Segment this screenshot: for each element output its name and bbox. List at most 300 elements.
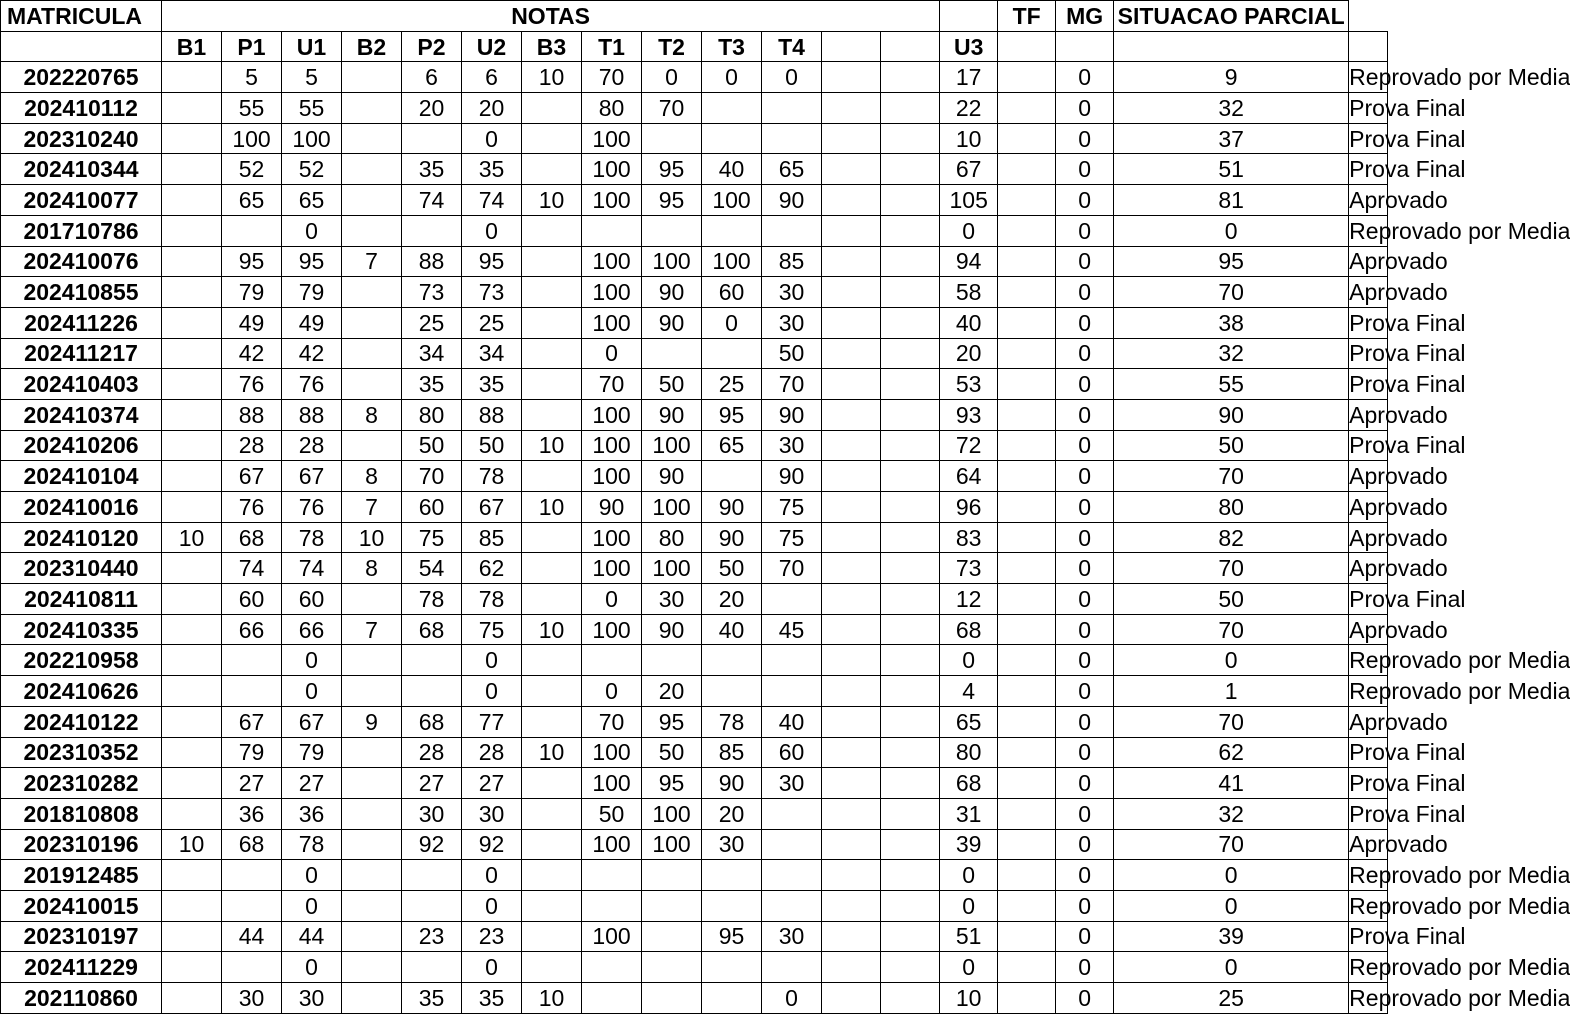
situacao-cell[interactable]: Prova Final [1349, 369, 1388, 400]
grade-cell[interactable]: 0 [282, 676, 342, 707]
situacao-cell[interactable]: Reprovado por Media [1349, 860, 1388, 891]
grade-cell[interactable] [881, 645, 940, 676]
grade-cell[interactable]: 30 [762, 921, 822, 952]
grade-cell[interactable]: 65 [762, 154, 822, 185]
subheader-cell[interactable]: B3 [522, 31, 582, 62]
empty-cell[interactable] [998, 645, 1056, 676]
grade-cell[interactable]: 100 [642, 553, 702, 584]
grade-cell[interactable]: 0 [762, 62, 822, 93]
tf-cell[interactable]: 0 [1056, 430, 1114, 461]
situacao-cell[interactable]: Prova Final [1349, 798, 1388, 829]
grade-cell[interactable]: 100 [582, 829, 642, 860]
grade-cell[interactable]: 9 [342, 706, 402, 737]
grade-cell[interactable] [881, 890, 940, 921]
tf-cell[interactable]: 0 [1056, 829, 1114, 860]
matricula-cell[interactable]: 202410206 [1, 430, 162, 461]
grade-cell[interactable]: 28 [222, 430, 282, 461]
grade-cell[interactable] [642, 645, 702, 676]
grade-cell[interactable]: 100 [582, 154, 642, 185]
grade-cell[interactable] [881, 246, 940, 277]
subheader-blank[interactable] [998, 31, 1056, 62]
grade-cell[interactable]: 66 [282, 614, 342, 645]
matricula-cell[interactable]: 202220765 [1, 62, 162, 93]
grade-cell[interactable] [702, 952, 762, 983]
grade-cell[interactable] [822, 154, 881, 185]
mg-cell[interactable]: 37 [1114, 123, 1349, 154]
grade-cell[interactable] [162, 154, 222, 185]
grade-cell[interactable] [881, 798, 940, 829]
grade-cell[interactable] [162, 307, 222, 338]
grade-cell[interactable]: 65 [940, 706, 998, 737]
grade-cell[interactable]: 45 [762, 614, 822, 645]
grade-cell[interactable]: 67 [462, 492, 522, 523]
grade-cell[interactable]: 0 [762, 983, 822, 1014]
grade-cell[interactable]: 100 [582, 246, 642, 277]
grade-cell[interactable]: 66 [222, 614, 282, 645]
mg-cell[interactable]: 70 [1114, 553, 1349, 584]
empty-cell[interactable] [998, 829, 1056, 860]
grade-cell[interactable]: 5 [222, 62, 282, 93]
grade-cell[interactable] [822, 93, 881, 124]
grade-cell[interactable] [881, 921, 940, 952]
grade-cell[interactable]: 28 [282, 430, 342, 461]
grade-cell[interactable] [881, 522, 940, 553]
mg-cell[interactable]: 90 [1114, 399, 1349, 430]
grade-cell[interactable]: 40 [702, 154, 762, 185]
grade-cell[interactable]: 40 [702, 614, 762, 645]
grade-cell[interactable]: 60 [702, 277, 762, 308]
mg-cell[interactable]: 51 [1114, 154, 1349, 185]
grade-cell[interactable]: 67 [282, 461, 342, 492]
mg-cell[interactable]: 70 [1114, 277, 1349, 308]
grade-cell[interactable] [522, 860, 582, 891]
grade-cell[interactable] [342, 185, 402, 216]
grade-cell[interactable]: 35 [402, 154, 462, 185]
grade-cell[interactable] [822, 338, 881, 369]
grade-cell[interactable]: 55 [282, 93, 342, 124]
grade-cell[interactable]: 88 [222, 399, 282, 430]
mg-cell[interactable]: 0 [1114, 952, 1349, 983]
grade-cell[interactable] [522, 246, 582, 277]
grade-cell[interactable]: 90 [702, 522, 762, 553]
grade-cell[interactable]: 5 [282, 62, 342, 93]
grade-cell[interactable]: 42 [222, 338, 282, 369]
empty-cell[interactable] [998, 338, 1056, 369]
tf-cell[interactable]: 0 [1056, 645, 1114, 676]
grade-cell[interactable] [402, 952, 462, 983]
grade-cell[interactable]: 80 [402, 399, 462, 430]
grade-cell[interactable]: 0 [462, 952, 522, 983]
tf-cell[interactable]: 0 [1056, 399, 1114, 430]
grade-cell[interactable]: 95 [642, 185, 702, 216]
grade-cell[interactable] [702, 890, 762, 921]
grade-cell[interactable]: 70 [582, 62, 642, 93]
grade-cell[interactable]: 0 [282, 645, 342, 676]
tf-cell[interactable]: 0 [1056, 983, 1114, 1014]
grade-cell[interactable] [702, 676, 762, 707]
mg-cell[interactable]: 0 [1114, 215, 1349, 246]
tf-cell[interactable]: 0 [1056, 522, 1114, 553]
grade-cell[interactable] [881, 706, 940, 737]
grade-cell[interactable] [162, 737, 222, 768]
grade-cell[interactable]: 73 [402, 277, 462, 308]
grade-cell[interactable]: 62 [462, 553, 522, 584]
grade-cell[interactable] [522, 277, 582, 308]
grade-cell[interactable] [881, 369, 940, 400]
grade-cell[interactable] [342, 768, 402, 799]
grade-cell[interactable]: 76 [222, 369, 282, 400]
matricula-cell[interactable]: 202410104 [1, 461, 162, 492]
tf-cell[interactable]: 0 [1056, 676, 1114, 707]
situacao-cell[interactable]: Prova Final [1349, 768, 1388, 799]
mg-cell[interactable]: 81 [1114, 185, 1349, 216]
empty-cell[interactable] [998, 277, 1056, 308]
grade-cell[interactable]: 35 [402, 983, 462, 1014]
grade-cell[interactable] [881, 430, 940, 461]
grade-cell[interactable] [822, 829, 881, 860]
situacao-cell[interactable]: Aprovado [1349, 399, 1388, 430]
empty-cell[interactable] [998, 860, 1056, 891]
grade-cell[interactable] [881, 185, 940, 216]
grade-cell[interactable] [881, 154, 940, 185]
situacao-cell[interactable]: Aprovado [1349, 522, 1388, 553]
grade-cell[interactable] [822, 215, 881, 246]
grade-cell[interactable] [522, 215, 582, 246]
grade-cell[interactable] [162, 399, 222, 430]
grade-cell[interactable]: 10 [522, 737, 582, 768]
subheader-cell[interactable]: T2 [642, 31, 702, 62]
grade-cell[interactable]: 76 [222, 492, 282, 523]
header-empty[interactable] [940, 1, 998, 32]
grade-cell[interactable] [162, 215, 222, 246]
matricula-cell[interactable]: 202410076 [1, 246, 162, 277]
grade-cell[interactable]: 0 [940, 952, 998, 983]
grade-cell[interactable] [822, 123, 881, 154]
grade-cell[interactable]: 100 [702, 185, 762, 216]
grade-cell[interactable] [522, 890, 582, 921]
mg-cell[interactable]: 70 [1114, 829, 1349, 860]
mg-cell[interactable]: 70 [1114, 614, 1349, 645]
grade-cell[interactable]: 20 [702, 798, 762, 829]
grade-cell[interactable]: 25 [462, 307, 522, 338]
grade-cell[interactable] [162, 952, 222, 983]
grade-cell[interactable]: 100 [582, 553, 642, 584]
grade-cell[interactable]: 23 [402, 921, 462, 952]
grade-cell[interactable]: 95 [702, 921, 762, 952]
grade-cell[interactable]: 0 [462, 676, 522, 707]
grade-cell[interactable]: 35 [462, 369, 522, 400]
empty-cell[interactable] [998, 215, 1056, 246]
situacao-cell[interactable]: Prova Final [1349, 338, 1388, 369]
grade-cell[interactable]: 0 [582, 676, 642, 707]
mg-cell[interactable]: 95 [1114, 246, 1349, 277]
grade-cell[interactable] [822, 461, 881, 492]
grade-cell[interactable]: 78 [282, 829, 342, 860]
grade-cell[interactable]: 49 [222, 307, 282, 338]
grade-cell[interactable]: 100 [582, 399, 642, 430]
grade-cell[interactable]: 85 [762, 246, 822, 277]
situacao-cell[interactable]: Reprovado por Media [1349, 645, 1388, 676]
grade-cell[interactable]: 58 [940, 277, 998, 308]
grade-cell[interactable] [762, 93, 822, 124]
grade-cell[interactable]: 35 [402, 369, 462, 400]
grade-cell[interactable] [822, 645, 881, 676]
subheader-cell[interactable] [822, 31, 881, 62]
grade-cell[interactable]: 20 [940, 338, 998, 369]
empty-cell[interactable] [998, 399, 1056, 430]
grade-cell[interactable] [582, 645, 642, 676]
grade-cell[interactable] [162, 492, 222, 523]
empty-cell[interactable] [998, 307, 1056, 338]
grade-cell[interactable]: 105 [940, 185, 998, 216]
grade-cell[interactable]: 68 [402, 706, 462, 737]
grade-cell[interactable] [342, 307, 402, 338]
grade-cell[interactable] [342, 369, 402, 400]
grade-cell[interactable] [342, 829, 402, 860]
grade-cell[interactable]: 75 [762, 492, 822, 523]
grade-cell[interactable] [881, 768, 940, 799]
empty-cell[interactable] [998, 614, 1056, 645]
grade-cell[interactable] [342, 93, 402, 124]
grade-cell[interactable]: 10 [162, 829, 222, 860]
grade-cell[interactable] [702, 215, 762, 246]
grade-cell[interactable]: 88 [402, 246, 462, 277]
empty-cell[interactable] [998, 983, 1056, 1014]
subheader-cell[interactable]: U1 [282, 31, 342, 62]
grade-cell[interactable] [342, 584, 402, 615]
grade-cell[interactable]: 35 [462, 154, 522, 185]
mg-cell[interactable]: 0 [1114, 860, 1349, 891]
grade-cell[interactable] [522, 399, 582, 430]
grade-cell[interactable]: 78 [702, 706, 762, 737]
grade-cell[interactable]: 83 [940, 522, 998, 553]
matricula-cell[interactable]: 202410344 [1, 154, 162, 185]
grade-cell[interactable]: 7 [342, 246, 402, 277]
matricula-cell[interactable]: 202410015 [1, 890, 162, 921]
empty-cell[interactable] [998, 430, 1056, 461]
grade-cell[interactable]: 100 [582, 768, 642, 799]
grade-cell[interactable]: 95 [462, 246, 522, 277]
grade-cell[interactable] [342, 798, 402, 829]
tf-cell[interactable]: 0 [1056, 890, 1114, 921]
subheader-cell[interactable] [881, 31, 940, 62]
grade-cell[interactable]: 90 [702, 492, 762, 523]
grade-cell[interactable]: 79 [282, 277, 342, 308]
matricula-cell[interactable]: 201912485 [1, 860, 162, 891]
empty-cell[interactable] [998, 921, 1056, 952]
empty-cell[interactable] [998, 461, 1056, 492]
grade-cell[interactable] [822, 706, 881, 737]
mg-cell[interactable]: 70 [1114, 706, 1349, 737]
tf-cell[interactable]: 0 [1056, 768, 1114, 799]
grade-cell[interactable] [822, 62, 881, 93]
grade-cell[interactable]: 90 [762, 461, 822, 492]
grade-cell[interactable]: 10 [162, 522, 222, 553]
situacao-cell[interactable]: Reprovado por Media [1349, 983, 1388, 1014]
grade-cell[interactable]: 30 [762, 430, 822, 461]
matricula-cell[interactable]: 202410016 [1, 492, 162, 523]
grade-cell[interactable]: 96 [940, 492, 998, 523]
tf-cell[interactable]: 0 [1056, 123, 1114, 154]
grade-cell[interactable] [762, 676, 822, 707]
grade-cell[interactable] [702, 338, 762, 369]
grade-cell[interactable] [822, 860, 881, 891]
situacao-cell[interactable]: Prova Final [1349, 921, 1388, 952]
grade-cell[interactable]: 75 [462, 614, 522, 645]
matricula-cell[interactable]: 202410855 [1, 277, 162, 308]
grade-cell[interactable]: 17 [940, 62, 998, 93]
empty-cell[interactable] [998, 553, 1056, 584]
grade-cell[interactable]: 30 [402, 798, 462, 829]
grade-cell[interactable]: 60 [222, 584, 282, 615]
grade-cell[interactable]: 67 [282, 706, 342, 737]
mg-cell[interactable]: 62 [1114, 737, 1349, 768]
grade-cell[interactable]: 55 [222, 93, 282, 124]
situacao-cell[interactable]: Reprovado por Media [1349, 62, 1388, 93]
grade-cell[interactable]: 54 [402, 553, 462, 584]
tf-cell[interactable]: 0 [1056, 93, 1114, 124]
situacao-cell[interactable]: Aprovado [1349, 829, 1388, 860]
situacao-cell[interactable]: Reprovado por Media [1349, 215, 1388, 246]
matricula-cell[interactable]: 202411229 [1, 952, 162, 983]
grade-cell[interactable]: 70 [762, 369, 822, 400]
grade-cell[interactable]: 73 [940, 553, 998, 584]
matricula-cell[interactable]: 202410811 [1, 584, 162, 615]
grade-cell[interactable]: 50 [642, 369, 702, 400]
mg-cell[interactable]: 25 [1114, 983, 1349, 1014]
grade-cell[interactable]: 50 [462, 430, 522, 461]
grade-cell[interactable]: 100 [582, 737, 642, 768]
grade-cell[interactable] [342, 645, 402, 676]
tf-cell[interactable]: 0 [1056, 952, 1114, 983]
grade-cell[interactable] [822, 430, 881, 461]
grade-cell[interactable]: 60 [762, 737, 822, 768]
grade-cell[interactable]: 12 [940, 584, 998, 615]
matricula-cell[interactable]: 202410626 [1, 676, 162, 707]
grade-cell[interactable] [402, 890, 462, 921]
grade-cell[interactable]: 95 [702, 399, 762, 430]
grade-cell[interactable] [162, 277, 222, 308]
grade-cell[interactable] [881, 860, 940, 891]
header-tf[interactable]: TF [998, 1, 1056, 32]
grade-cell[interactable] [162, 983, 222, 1014]
grade-cell[interactable] [762, 215, 822, 246]
grade-cell[interactable] [822, 246, 881, 277]
mg-cell[interactable]: 50 [1114, 584, 1349, 615]
grade-cell[interactable]: 75 [762, 522, 822, 553]
grade-cell[interactable]: 0 [940, 890, 998, 921]
grade-cell[interactable]: 78 [282, 522, 342, 553]
situacao-cell[interactable]: Aprovado [1349, 614, 1388, 645]
grade-cell[interactable]: 35 [462, 983, 522, 1014]
grade-cell[interactable] [762, 123, 822, 154]
situacao-cell[interactable]: Prova Final [1349, 93, 1388, 124]
mg-cell[interactable]: 82 [1114, 522, 1349, 553]
grade-cell[interactable]: 78 [462, 584, 522, 615]
grade-cell[interactable]: 74 [222, 553, 282, 584]
grade-cell[interactable]: 30 [642, 584, 702, 615]
mg-cell[interactable]: 70 [1114, 461, 1349, 492]
grade-cell[interactable] [881, 983, 940, 1014]
grade-cell[interactable] [822, 522, 881, 553]
grade-cell[interactable] [522, 522, 582, 553]
grade-cell[interactable] [881, 614, 940, 645]
situacao-cell[interactable]: Aprovado [1349, 553, 1388, 584]
grade-cell[interactable] [881, 952, 940, 983]
grade-cell[interactable]: 31 [940, 798, 998, 829]
grade-cell[interactable]: 39 [940, 829, 998, 860]
grade-cell[interactable]: 100 [222, 123, 282, 154]
grade-cell[interactable]: 60 [402, 492, 462, 523]
grade-cell[interactable] [822, 952, 881, 983]
grade-cell[interactable] [822, 921, 881, 952]
mg-cell[interactable]: 41 [1114, 768, 1349, 799]
grade-cell[interactable]: 100 [282, 123, 342, 154]
grade-cell[interactable]: 67 [222, 461, 282, 492]
grade-cell[interactable]: 8 [342, 399, 402, 430]
matricula-cell[interactable]: 202410335 [1, 614, 162, 645]
grade-cell[interactable] [822, 492, 881, 523]
grade-cell[interactable]: 30 [762, 277, 822, 308]
grade-cell[interactable]: 100 [642, 798, 702, 829]
grade-cell[interactable] [822, 553, 881, 584]
subheader-situacao-blank[interactable] [1349, 31, 1388, 62]
situacao-cell[interactable]: Prova Final [1349, 737, 1388, 768]
grade-cell[interactable] [881, 62, 940, 93]
empty-cell[interactable] [998, 246, 1056, 277]
grade-cell[interactable] [162, 461, 222, 492]
grade-cell[interactable]: 75 [402, 522, 462, 553]
grade-cell[interactable] [582, 983, 642, 1014]
grade-cell[interactable] [822, 399, 881, 430]
subheader-cell[interactable]: P2 [402, 31, 462, 62]
grade-cell[interactable]: 100 [582, 277, 642, 308]
empty-cell[interactable] [998, 737, 1056, 768]
grade-cell[interactable]: 4 [940, 676, 998, 707]
grade-cell[interactable] [702, 860, 762, 891]
grade-cell[interactable]: 85 [702, 737, 762, 768]
grade-cell[interactable] [702, 123, 762, 154]
grade-cell[interactable]: 40 [940, 307, 998, 338]
grade-cell[interactable] [522, 798, 582, 829]
grade-cell[interactable]: 65 [282, 185, 342, 216]
grade-cell[interactable]: 85 [462, 522, 522, 553]
subheader-blank[interactable] [1, 31, 162, 62]
grade-cell[interactable] [162, 676, 222, 707]
grade-cell[interactable]: 30 [702, 829, 762, 860]
empty-cell[interactable] [998, 369, 1056, 400]
subheader-tf-blank[interactable] [1056, 31, 1114, 62]
grade-cell[interactable]: 68 [222, 522, 282, 553]
grade-cell[interactable]: 0 [462, 645, 522, 676]
matricula-cell[interactable]: 201710786 [1, 215, 162, 246]
grade-cell[interactable] [822, 185, 881, 216]
grade-cell[interactable] [222, 676, 282, 707]
grade-cell[interactable]: 100 [642, 430, 702, 461]
situacao-cell[interactable]: Aprovado [1349, 706, 1388, 737]
grade-cell[interactable] [162, 645, 222, 676]
grade-cell[interactable] [642, 860, 702, 891]
grade-cell[interactable] [342, 338, 402, 369]
grade-cell[interactable]: 68 [222, 829, 282, 860]
mg-cell[interactable]: 50 [1114, 430, 1349, 461]
grade-cell[interactable]: 80 [582, 93, 642, 124]
grade-cell[interactable]: 27 [282, 768, 342, 799]
grade-cell[interactable]: 80 [940, 737, 998, 768]
tf-cell[interactable]: 0 [1056, 277, 1114, 308]
tf-cell[interactable]: 0 [1056, 737, 1114, 768]
grade-cell[interactable]: 0 [462, 890, 522, 921]
